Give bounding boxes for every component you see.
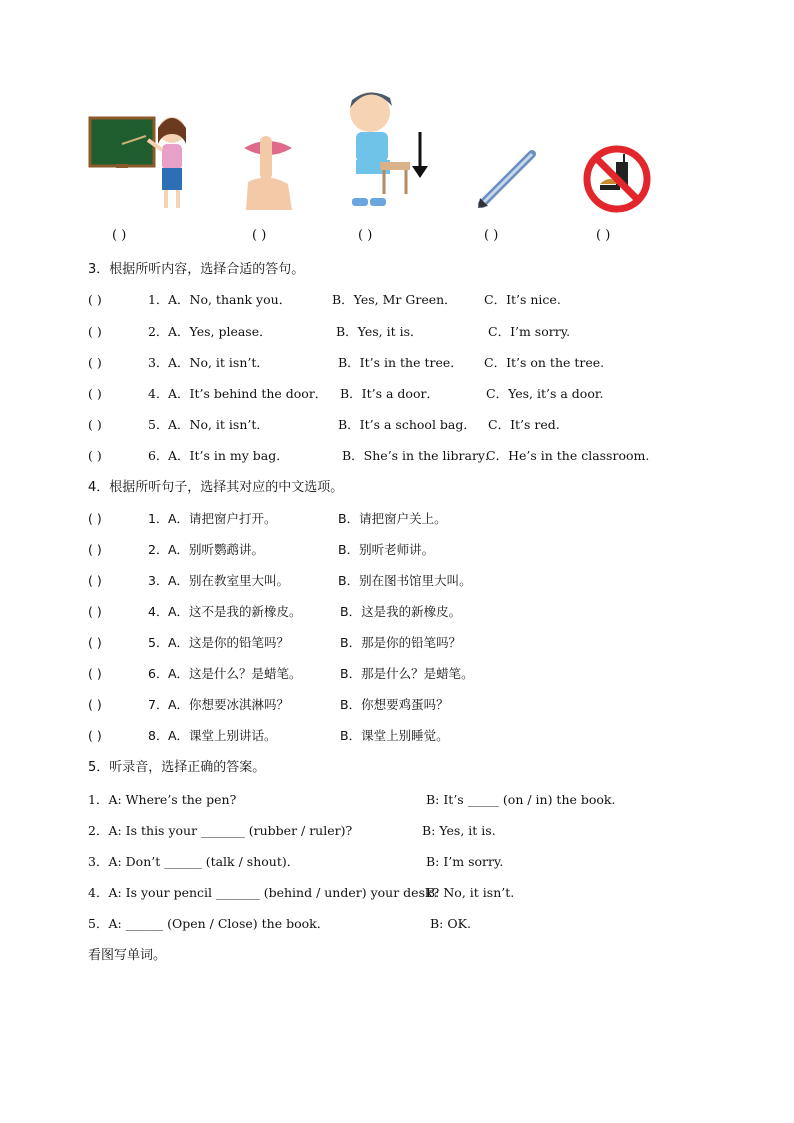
sit-down-picture <box>340 82 440 212</box>
picture-bracket-3[interactable]: ( ) <box>358 228 373 243</box>
question: 1．A: Where’s the pen? <box>88 792 237 807</box>
option-a: A．请把窗户打开。 <box>168 511 277 526</box>
answer-bracket[interactable]: ( ) <box>88 448 102 463</box>
section3-title: 3．根据所听内容，选择合适的答句。 <box>88 262 305 277</box>
question[interactable]: 5．A: ______ (Open / Close) the book． <box>88 916 330 931</box>
item-number: 4． <box>148 386 169 401</box>
option-a: A．课堂上别讲话。 <box>168 728 277 743</box>
option-a: A．It’s in my bag． <box>168 448 289 463</box>
option-a: A．No, it isn’t． <box>168 417 269 432</box>
item-number: 7． <box>148 697 169 712</box>
answer-bracket[interactable]: ( ) <box>88 542 102 557</box>
option-a: A．这不是我的新橡皮。 <box>168 604 302 619</box>
item-number: 2． <box>148 324 169 339</box>
answer: B: No, it isn’t. <box>426 885 515 900</box>
option-b: B．It’s a school bag． <box>338 417 476 432</box>
option-b: B．It’s a door． <box>340 386 439 401</box>
option-b: B．请把窗户关上。 <box>338 511 447 526</box>
option-c: C．He’s in the classroom. <box>486 448 650 463</box>
answer-bracket[interactable]: ( ) <box>88 728 102 743</box>
answer-bracket[interactable]: ( ) <box>88 417 102 432</box>
option-b: B．别听老师讲。 <box>338 542 435 557</box>
item-number: 8． <box>148 728 169 743</box>
item-number: 3． <box>148 573 169 588</box>
picture-row <box>0 80 794 220</box>
option-b: B．She’s in the library． <box>342 448 498 463</box>
quiet-finger-picture <box>238 132 298 212</box>
answer-bracket[interactable]: ( ) <box>88 324 102 339</box>
question[interactable]: 2．A: Is this your _______ (rubber / ruler)? <box>88 823 353 838</box>
item-number: 1． <box>148 511 169 526</box>
answer-bracket[interactable]: ( ) <box>88 604 102 619</box>
answer: B: Yes, it is. <box>422 823 496 838</box>
option-c: C．It’s red. <box>488 417 560 432</box>
option-b: B．课堂上别睡觉。 <box>340 728 449 743</box>
answer-bracket[interactable]: ( ) <box>88 666 102 681</box>
teacher-blackboard-picture <box>86 104 196 214</box>
picture-bracket-4[interactable]: ( ) <box>484 228 499 243</box>
question[interactable]: 4．A: Is your pencil _______ (behind / under) your desk? <box>88 885 440 900</box>
option-b: B．这是我的新橡皮。 <box>340 604 462 619</box>
answer-bracket[interactable]: ( ) <box>88 697 102 712</box>
option-b: B．那是什么？是蜡笔。 <box>340 666 474 681</box>
option-b: B．Yes, Mr Green． <box>332 292 457 307</box>
option-a: A．别在教室里大叫。 <box>168 573 290 588</box>
picture-bracket-2[interactable]: ( ) <box>252 228 267 243</box>
option-a: A．It’s behind the door． <box>168 386 328 401</box>
answer: B: I’m sorry. <box>426 854 504 869</box>
option-a: A．Yes, please． <box>168 324 272 339</box>
answer-bracket[interactable]: ( ) <box>88 355 102 370</box>
footer-heading: 看图写单词。 <box>88 948 167 963</box>
option-a: A．No, thank you． <box>168 292 292 307</box>
item-number: 1． <box>148 292 169 307</box>
option-a: A．这是你的铅笔吗？ <box>168 635 290 650</box>
pencil-picture <box>474 146 540 212</box>
option-c: C．It’s nice. <box>484 292 561 307</box>
option-a: A．No, it isn’t． <box>168 355 269 370</box>
option-b: B．别在图书馆里大叫。 <box>338 573 472 588</box>
answer-bracket[interactable]: ( ) <box>88 635 102 650</box>
answer-bracket[interactable]: ( ) <box>88 573 102 588</box>
item-number: 5． <box>148 417 169 432</box>
option-c: C．I’m sorry. <box>488 324 571 339</box>
item-number: 3． <box>148 355 169 370</box>
item-number: 6． <box>148 666 169 681</box>
picture-answer-brackets <box>0 228 794 248</box>
answer-bracket[interactable]: ( ) <box>88 292 102 307</box>
section5-title: 5．听录音，选择正确的答案。 <box>88 760 266 775</box>
picture-bracket-1[interactable]: ( ) <box>112 228 127 243</box>
option-a: A．这是什么？是蜡笔。 <box>168 666 302 681</box>
section4-title: 4．根据所听句子，选择其对应的中文选项。 <box>88 480 344 495</box>
option-b: B．你想要鸡蛋吗？ <box>340 697 449 712</box>
question[interactable]: 3．A: Don’t ______ (talk / shout)． <box>88 854 300 869</box>
option-b: B．Yes, it is． <box>336 324 423 339</box>
answer-bracket[interactable]: ( ) <box>88 386 102 401</box>
answer-blank[interactable]: B: It’s _____ (on / in) the book. <box>426 792 616 807</box>
picture-bracket-5[interactable]: ( ) <box>596 228 611 243</box>
no-food-sign-picture <box>582 144 652 214</box>
item-number: 6． <box>148 448 169 463</box>
item-number: 5． <box>148 635 169 650</box>
option-a: A．你想要冰淇淋吗？ <box>168 697 290 712</box>
answer: B: OK. <box>430 916 471 931</box>
option-c: C．It’s on the tree. <box>484 355 605 370</box>
option-a: A．别听鹦鹉讲。 <box>168 542 265 557</box>
option-b: B．It’s in the tree． <box>338 355 463 370</box>
item-number: 2． <box>148 542 169 557</box>
answer-bracket[interactable]: ( ) <box>88 511 102 526</box>
option-b: B．那是你的铅笔吗？ <box>340 635 462 650</box>
option-c: C．Yes, it’s a door. <box>486 386 604 401</box>
item-number: 4． <box>148 604 169 619</box>
